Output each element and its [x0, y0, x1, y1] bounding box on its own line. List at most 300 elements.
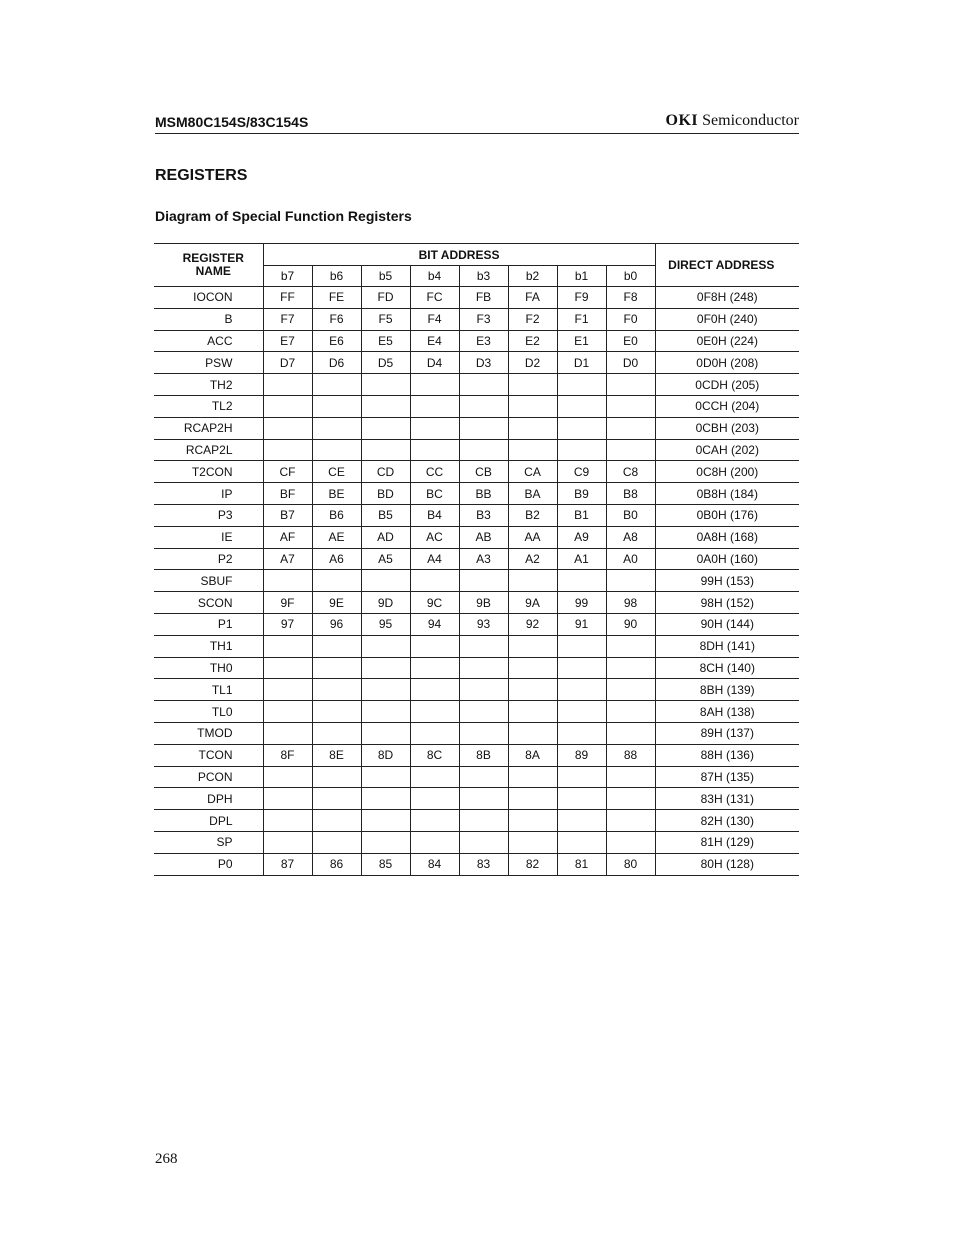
- table-row: [154, 853, 799, 875]
- register-name-cell: B: [154, 308, 263, 330]
- bit-address-cell: B3: [459, 504, 508, 526]
- bit-address-cell: [263, 417, 312, 439]
- register-name-cell: TMOD: [154, 722, 263, 744]
- bit-address-cell: CF: [263, 461, 312, 483]
- brand-semiconductor: Semiconductor: [702, 112, 799, 129]
- bit-address-cell: [606, 657, 655, 679]
- table-row: [154, 526, 799, 548]
- bit-address-cell: [557, 701, 606, 723]
- bit-address-cell: 96: [312, 613, 361, 635]
- bit-address-cell: [410, 831, 459, 853]
- bit-address-cell: [263, 788, 312, 810]
- bit-address-cell: 91: [557, 613, 606, 635]
- direct-address-cell: 83H (131): [655, 788, 799, 810]
- bit-address-cell: AA: [508, 526, 557, 548]
- direct-address-cell: 0C8H (200): [655, 461, 799, 483]
- bit-address-cell: AD: [361, 526, 410, 548]
- table-row: [154, 417, 799, 439]
- bit-address-cell: 9A: [508, 592, 557, 614]
- bit-address-cell: [263, 831, 312, 853]
- bit-address-cell: [361, 766, 410, 788]
- bit-address-cell: [606, 570, 655, 592]
- bit-address-cell: [508, 701, 557, 723]
- table-row: [154, 483, 799, 505]
- register-name-cell: P1: [154, 613, 263, 635]
- bit-address-cell: [312, 701, 361, 723]
- bit-address-cell: 85: [361, 853, 410, 875]
- bit-address-cell: 81: [557, 853, 606, 875]
- bit-address-cell: [459, 810, 508, 832]
- bit-address-cell: AB: [459, 526, 508, 548]
- bit-address-cell: [312, 810, 361, 832]
- bit-address-cell: E6: [312, 330, 361, 352]
- bit-address-cell: [508, 766, 557, 788]
- bit-address-cell: CB: [459, 461, 508, 483]
- bit-address-cell: 94: [410, 613, 459, 635]
- register-name-cell: TH1: [154, 635, 263, 657]
- page-number: 268: [155, 1151, 178, 1167]
- bit-address-cell: 86: [312, 853, 361, 875]
- bit-address-cell: [557, 788, 606, 810]
- bit-address-cell: FC: [410, 287, 459, 309]
- bit-address-cell: [557, 635, 606, 657]
- bit-address-cell: C9: [557, 461, 606, 483]
- header-direct-address: DIRECT ADDRESS: [655, 244, 799, 287]
- bit-address-cell: D0: [606, 352, 655, 374]
- bit-address-cell: CE: [312, 461, 361, 483]
- bit-address-cell: FA: [508, 287, 557, 309]
- bit-address-cell: [557, 810, 606, 832]
- register-name-cell: SP: [154, 831, 263, 853]
- bit-address-cell: BC: [410, 483, 459, 505]
- bit-address-cell: 83: [459, 853, 508, 875]
- bit-address-cell: 9D: [361, 592, 410, 614]
- bit-address-cell: D4: [410, 352, 459, 374]
- direct-address-cell: 8DH (141): [655, 635, 799, 657]
- bit-address-cell: F6: [312, 308, 361, 330]
- bit-address-cell: D7: [263, 352, 312, 374]
- bit-address-cell: [410, 810, 459, 832]
- direct-address-cell: 0CDH (205): [655, 374, 799, 396]
- bit-address-cell: AC: [410, 526, 459, 548]
- bit-address-cell: [508, 374, 557, 396]
- bit-address-cell: [459, 395, 508, 417]
- direct-address-cell: 98H (152): [655, 592, 799, 614]
- bit-address-cell: BB: [459, 483, 508, 505]
- table-row: [154, 635, 799, 657]
- register-name-cell: T2CON: [154, 461, 263, 483]
- figure-title: Diagram of Special Function Registers: [155, 208, 412, 224]
- bit-address-cell: [361, 810, 410, 832]
- table-row: [154, 701, 799, 723]
- direct-address-cell: 0D0H (208): [655, 352, 799, 374]
- bit-address-cell: [606, 635, 655, 657]
- bit-address-cell: [606, 722, 655, 744]
- bit-address-cell: [606, 810, 655, 832]
- bit-address-cell: [361, 374, 410, 396]
- bit-address-cell: [606, 417, 655, 439]
- bit-address-cell: 8C: [410, 744, 459, 766]
- bit-address-cell: [459, 788, 508, 810]
- bit-address-cell: AE: [312, 526, 361, 548]
- register-name-cell: IP: [154, 483, 263, 505]
- brand-oki: OKI: [665, 112, 699, 129]
- bit-address-cell: B0: [606, 504, 655, 526]
- bit-column-header: b1: [557, 266, 606, 287]
- bit-address-cell: [263, 570, 312, 592]
- bit-address-cell: [361, 831, 410, 853]
- bit-address-cell: CA: [508, 461, 557, 483]
- bit-address-cell: [312, 722, 361, 744]
- bit-address-cell: [606, 701, 655, 723]
- bit-address-cell: 9C: [410, 592, 459, 614]
- bit-address-cell: B4: [410, 504, 459, 526]
- sfr-table: [154, 243, 799, 876]
- bit-address-cell: [508, 439, 557, 461]
- table-row: [154, 831, 799, 853]
- bit-address-cell: BA: [508, 483, 557, 505]
- bit-address-cell: [508, 570, 557, 592]
- direct-address-cell: 87H (135): [655, 766, 799, 788]
- bit-address-cell: [312, 657, 361, 679]
- bit-address-cell: [361, 722, 410, 744]
- bit-address-cell: [361, 417, 410, 439]
- bit-address-cell: [312, 635, 361, 657]
- bit-address-cell: B8: [606, 483, 655, 505]
- register-name-cell: SCON: [154, 592, 263, 614]
- bit-address-cell: 8F: [263, 744, 312, 766]
- bit-address-cell: FB: [459, 287, 508, 309]
- bit-address-cell: E0: [606, 330, 655, 352]
- bit-address-cell: [508, 722, 557, 744]
- bit-address-cell: [263, 374, 312, 396]
- bit-address-cell: [410, 766, 459, 788]
- table-row: [154, 352, 799, 374]
- register-name-cell: TL2: [154, 395, 263, 417]
- bit-address-cell: [508, 831, 557, 853]
- bit-address-cell: F9: [557, 287, 606, 309]
- bit-address-cell: [410, 679, 459, 701]
- register-name-cell: RCAP2L: [154, 439, 263, 461]
- table-row: [154, 810, 799, 832]
- bit-address-cell: [312, 788, 361, 810]
- bit-address-cell: 82: [508, 853, 557, 875]
- bit-address-cell: 89: [557, 744, 606, 766]
- bit-address-cell: A8: [606, 526, 655, 548]
- brand-logo: [666, 112, 800, 130]
- bit-address-cell: [263, 679, 312, 701]
- bit-address-cell: [459, 439, 508, 461]
- bit-address-cell: [557, 395, 606, 417]
- bit-address-cell: 80: [606, 853, 655, 875]
- register-name-cell: PSW: [154, 352, 263, 374]
- bit-address-cell: BF: [263, 483, 312, 505]
- table-row: [154, 613, 799, 635]
- register-name-cell: DPL: [154, 810, 263, 832]
- bit-address-cell: [410, 788, 459, 810]
- bit-address-cell: [508, 810, 557, 832]
- table-row: [154, 308, 799, 330]
- bit-address-cell: FE: [312, 287, 361, 309]
- bit-address-cell: [410, 701, 459, 723]
- table-row: [154, 330, 799, 352]
- table-row: [154, 504, 799, 526]
- direct-address-cell: 0F8H (248): [655, 287, 799, 309]
- direct-address-cell: 0F0H (240): [655, 308, 799, 330]
- bit-address-cell: [508, 657, 557, 679]
- bit-address-cell: F2: [508, 308, 557, 330]
- bit-address-cell: 93: [459, 613, 508, 635]
- bit-address-cell: [557, 831, 606, 853]
- bit-address-cell: A0: [606, 548, 655, 570]
- bit-address-cell: B9: [557, 483, 606, 505]
- direct-address-cell: 0A8H (168): [655, 526, 799, 548]
- bit-address-cell: CC: [410, 461, 459, 483]
- table-row: [154, 788, 799, 810]
- bit-address-cell: A4: [410, 548, 459, 570]
- bit-address-cell: A5: [361, 548, 410, 570]
- bit-address-cell: B1: [557, 504, 606, 526]
- table-row: [154, 744, 799, 766]
- bit-column-header: b0: [606, 266, 655, 287]
- bit-address-cell: B5: [361, 504, 410, 526]
- register-name-cell: DPH: [154, 788, 263, 810]
- direct-address-cell: 0CBH (203): [655, 417, 799, 439]
- register-name-cell: SBUF: [154, 570, 263, 592]
- bit-address-cell: F8: [606, 287, 655, 309]
- direct-address-cell: 0CCH (204): [655, 395, 799, 417]
- direct-address-cell: 0E0H (224): [655, 330, 799, 352]
- bit-address-cell: F4: [410, 308, 459, 330]
- register-name-cell: TL0: [154, 701, 263, 723]
- bit-address-cell: BE: [312, 483, 361, 505]
- bit-address-cell: 88: [606, 744, 655, 766]
- bit-address-cell: D3: [459, 352, 508, 374]
- bit-address-cell: A3: [459, 548, 508, 570]
- bit-address-cell: [459, 701, 508, 723]
- table-row: [154, 439, 799, 461]
- table-row: [154, 395, 799, 417]
- bit-address-cell: [410, 439, 459, 461]
- bit-address-cell: A9: [557, 526, 606, 548]
- bit-address-cell: [557, 679, 606, 701]
- bit-address-cell: E5: [361, 330, 410, 352]
- bit-address-cell: A7: [263, 548, 312, 570]
- direct-address-cell: 88H (136): [655, 744, 799, 766]
- bit-address-cell: B7: [263, 504, 312, 526]
- bit-column-header: b3: [459, 266, 508, 287]
- bit-address-cell: E4: [410, 330, 459, 352]
- bit-address-cell: E3: [459, 330, 508, 352]
- bit-address-cell: F7: [263, 308, 312, 330]
- direct-address-cell: 0B8H (184): [655, 483, 799, 505]
- bit-address-cell: [459, 635, 508, 657]
- bit-column-header: b6: [312, 266, 361, 287]
- bit-address-cell: [508, 635, 557, 657]
- table-row: [154, 570, 799, 592]
- bit-address-cell: [312, 395, 361, 417]
- direct-address-cell: 89H (137): [655, 722, 799, 744]
- bit-address-cell: F1: [557, 308, 606, 330]
- bit-address-cell: A2: [508, 548, 557, 570]
- bit-address-cell: [263, 635, 312, 657]
- bit-address-cell: AF: [263, 526, 312, 548]
- bit-address-cell: [263, 701, 312, 723]
- register-name-cell: TL1: [154, 679, 263, 701]
- bit-address-cell: [361, 395, 410, 417]
- direct-address-cell: 0CAH (202): [655, 439, 799, 461]
- bit-address-cell: F3: [459, 308, 508, 330]
- bit-address-cell: [557, 374, 606, 396]
- table-row: [154, 374, 799, 396]
- register-name-cell: RCAP2H: [154, 417, 263, 439]
- bit-address-cell: 84: [410, 853, 459, 875]
- bit-address-cell: 9E: [312, 592, 361, 614]
- bit-address-cell: [263, 810, 312, 832]
- bit-address-cell: [263, 722, 312, 744]
- register-name-cell: P0: [154, 853, 263, 875]
- bit-address-cell: 9F: [263, 592, 312, 614]
- bit-address-cell: [312, 374, 361, 396]
- section-title: REGISTERS: [155, 167, 248, 184]
- bit-address-cell: [312, 417, 361, 439]
- register-name-cell: ACC: [154, 330, 263, 352]
- bit-address-cell: 87: [263, 853, 312, 875]
- register-name-cell: PCON: [154, 766, 263, 788]
- bit-address-cell: FD: [361, 287, 410, 309]
- register-name-cell: P2: [154, 548, 263, 570]
- bit-address-cell: [263, 395, 312, 417]
- bit-address-cell: [508, 395, 557, 417]
- direct-address-cell: 0B0H (176): [655, 504, 799, 526]
- bit-address-cell: [312, 766, 361, 788]
- register-name-cell: TCON: [154, 744, 263, 766]
- bit-address-cell: A1: [557, 548, 606, 570]
- bit-address-cell: [410, 417, 459, 439]
- bit-address-cell: 95: [361, 613, 410, 635]
- bit-address-cell: FF: [263, 287, 312, 309]
- bit-address-cell: BD: [361, 483, 410, 505]
- bit-address-cell: E7: [263, 330, 312, 352]
- bit-address-cell: D5: [361, 352, 410, 374]
- bit-address-cell: 90: [606, 613, 655, 635]
- bit-address-cell: 92: [508, 613, 557, 635]
- direct-address-cell: 90H (144): [655, 613, 799, 635]
- direct-address-cell: 82H (130): [655, 810, 799, 832]
- bit-address-cell: [606, 679, 655, 701]
- register-name-cell: IE: [154, 526, 263, 548]
- table-row: [154, 722, 799, 744]
- bit-address-cell: A6: [312, 548, 361, 570]
- table-row: [154, 592, 799, 614]
- table-row: [154, 461, 799, 483]
- bit-address-cell: [410, 722, 459, 744]
- bit-address-cell: [459, 374, 508, 396]
- table-row: [154, 548, 799, 570]
- header-register-name: REGISTER NAME: [154, 244, 263, 287]
- bit-address-cell: 99: [557, 592, 606, 614]
- bit-address-cell: B6: [312, 504, 361, 526]
- header-bit-address: BIT ADDRESS: [263, 244, 655, 266]
- bit-column-header: b2: [508, 266, 557, 287]
- bit-address-cell: [557, 766, 606, 788]
- bit-address-cell: [361, 679, 410, 701]
- bit-address-cell: 8B: [459, 744, 508, 766]
- bit-address-cell: [606, 439, 655, 461]
- bit-address-cell: D2: [508, 352, 557, 374]
- bit-address-cell: [606, 788, 655, 810]
- bit-address-cell: 98: [606, 592, 655, 614]
- bit-address-cell: [361, 788, 410, 810]
- table-row: [154, 287, 799, 309]
- bit-address-cell: D6: [312, 352, 361, 374]
- register-name-cell: TH0: [154, 657, 263, 679]
- bit-address-cell: [508, 679, 557, 701]
- bit-address-cell: [459, 831, 508, 853]
- bit-address-cell: [459, 570, 508, 592]
- bit-address-cell: [361, 657, 410, 679]
- direct-address-cell: 80H (128): [655, 853, 799, 875]
- bit-address-cell: [606, 831, 655, 853]
- bit-address-cell: [312, 679, 361, 701]
- bit-address-cell: F5: [361, 308, 410, 330]
- bit-address-cell: [508, 788, 557, 810]
- direct-address-cell: 8CH (140): [655, 657, 799, 679]
- register-name-cell: TH2: [154, 374, 263, 396]
- bit-address-cell: [312, 570, 361, 592]
- bit-address-cell: CD: [361, 461, 410, 483]
- direct-address-cell: 0A0H (160): [655, 548, 799, 570]
- bit-address-cell: B2: [508, 504, 557, 526]
- bit-address-cell: [410, 635, 459, 657]
- direct-address-cell: 8BH (139): [655, 679, 799, 701]
- bit-column-header: b7: [263, 266, 312, 287]
- bit-address-cell: [263, 439, 312, 461]
- bit-address-cell: [263, 657, 312, 679]
- bit-address-cell: 8D: [361, 744, 410, 766]
- bit-address-cell: [361, 701, 410, 723]
- bit-address-cell: 9B: [459, 592, 508, 614]
- bit-column-header: b4: [410, 266, 459, 287]
- register-name-cell: P3: [154, 504, 263, 526]
- bit-address-cell: [410, 374, 459, 396]
- bit-address-cell: D1: [557, 352, 606, 374]
- bit-address-cell: E1: [557, 330, 606, 352]
- bit-address-cell: [508, 417, 557, 439]
- bit-address-cell: [459, 722, 508, 744]
- bit-address-cell: [459, 657, 508, 679]
- register-name-cell: IOCON: [154, 287, 263, 309]
- bit-address-cell: [312, 439, 361, 461]
- bit-address-cell: [312, 831, 361, 853]
- bit-address-cell: [410, 657, 459, 679]
- bit-address-cell: [557, 570, 606, 592]
- bit-address-cell: F0: [606, 308, 655, 330]
- bit-address-cell: [459, 417, 508, 439]
- table-row: [154, 679, 799, 701]
- bit-address-cell: [263, 766, 312, 788]
- bit-address-cell: 97: [263, 613, 312, 635]
- bit-address-cell: [361, 439, 410, 461]
- bit-address-cell: 8A: [508, 744, 557, 766]
- table-row: [154, 766, 799, 788]
- bit-address-cell: [410, 570, 459, 592]
- bit-address-cell: [361, 635, 410, 657]
- bit-address-cell: [606, 395, 655, 417]
- table-row: [154, 657, 799, 679]
- bit-address-cell: [606, 766, 655, 788]
- bit-address-cell: [606, 374, 655, 396]
